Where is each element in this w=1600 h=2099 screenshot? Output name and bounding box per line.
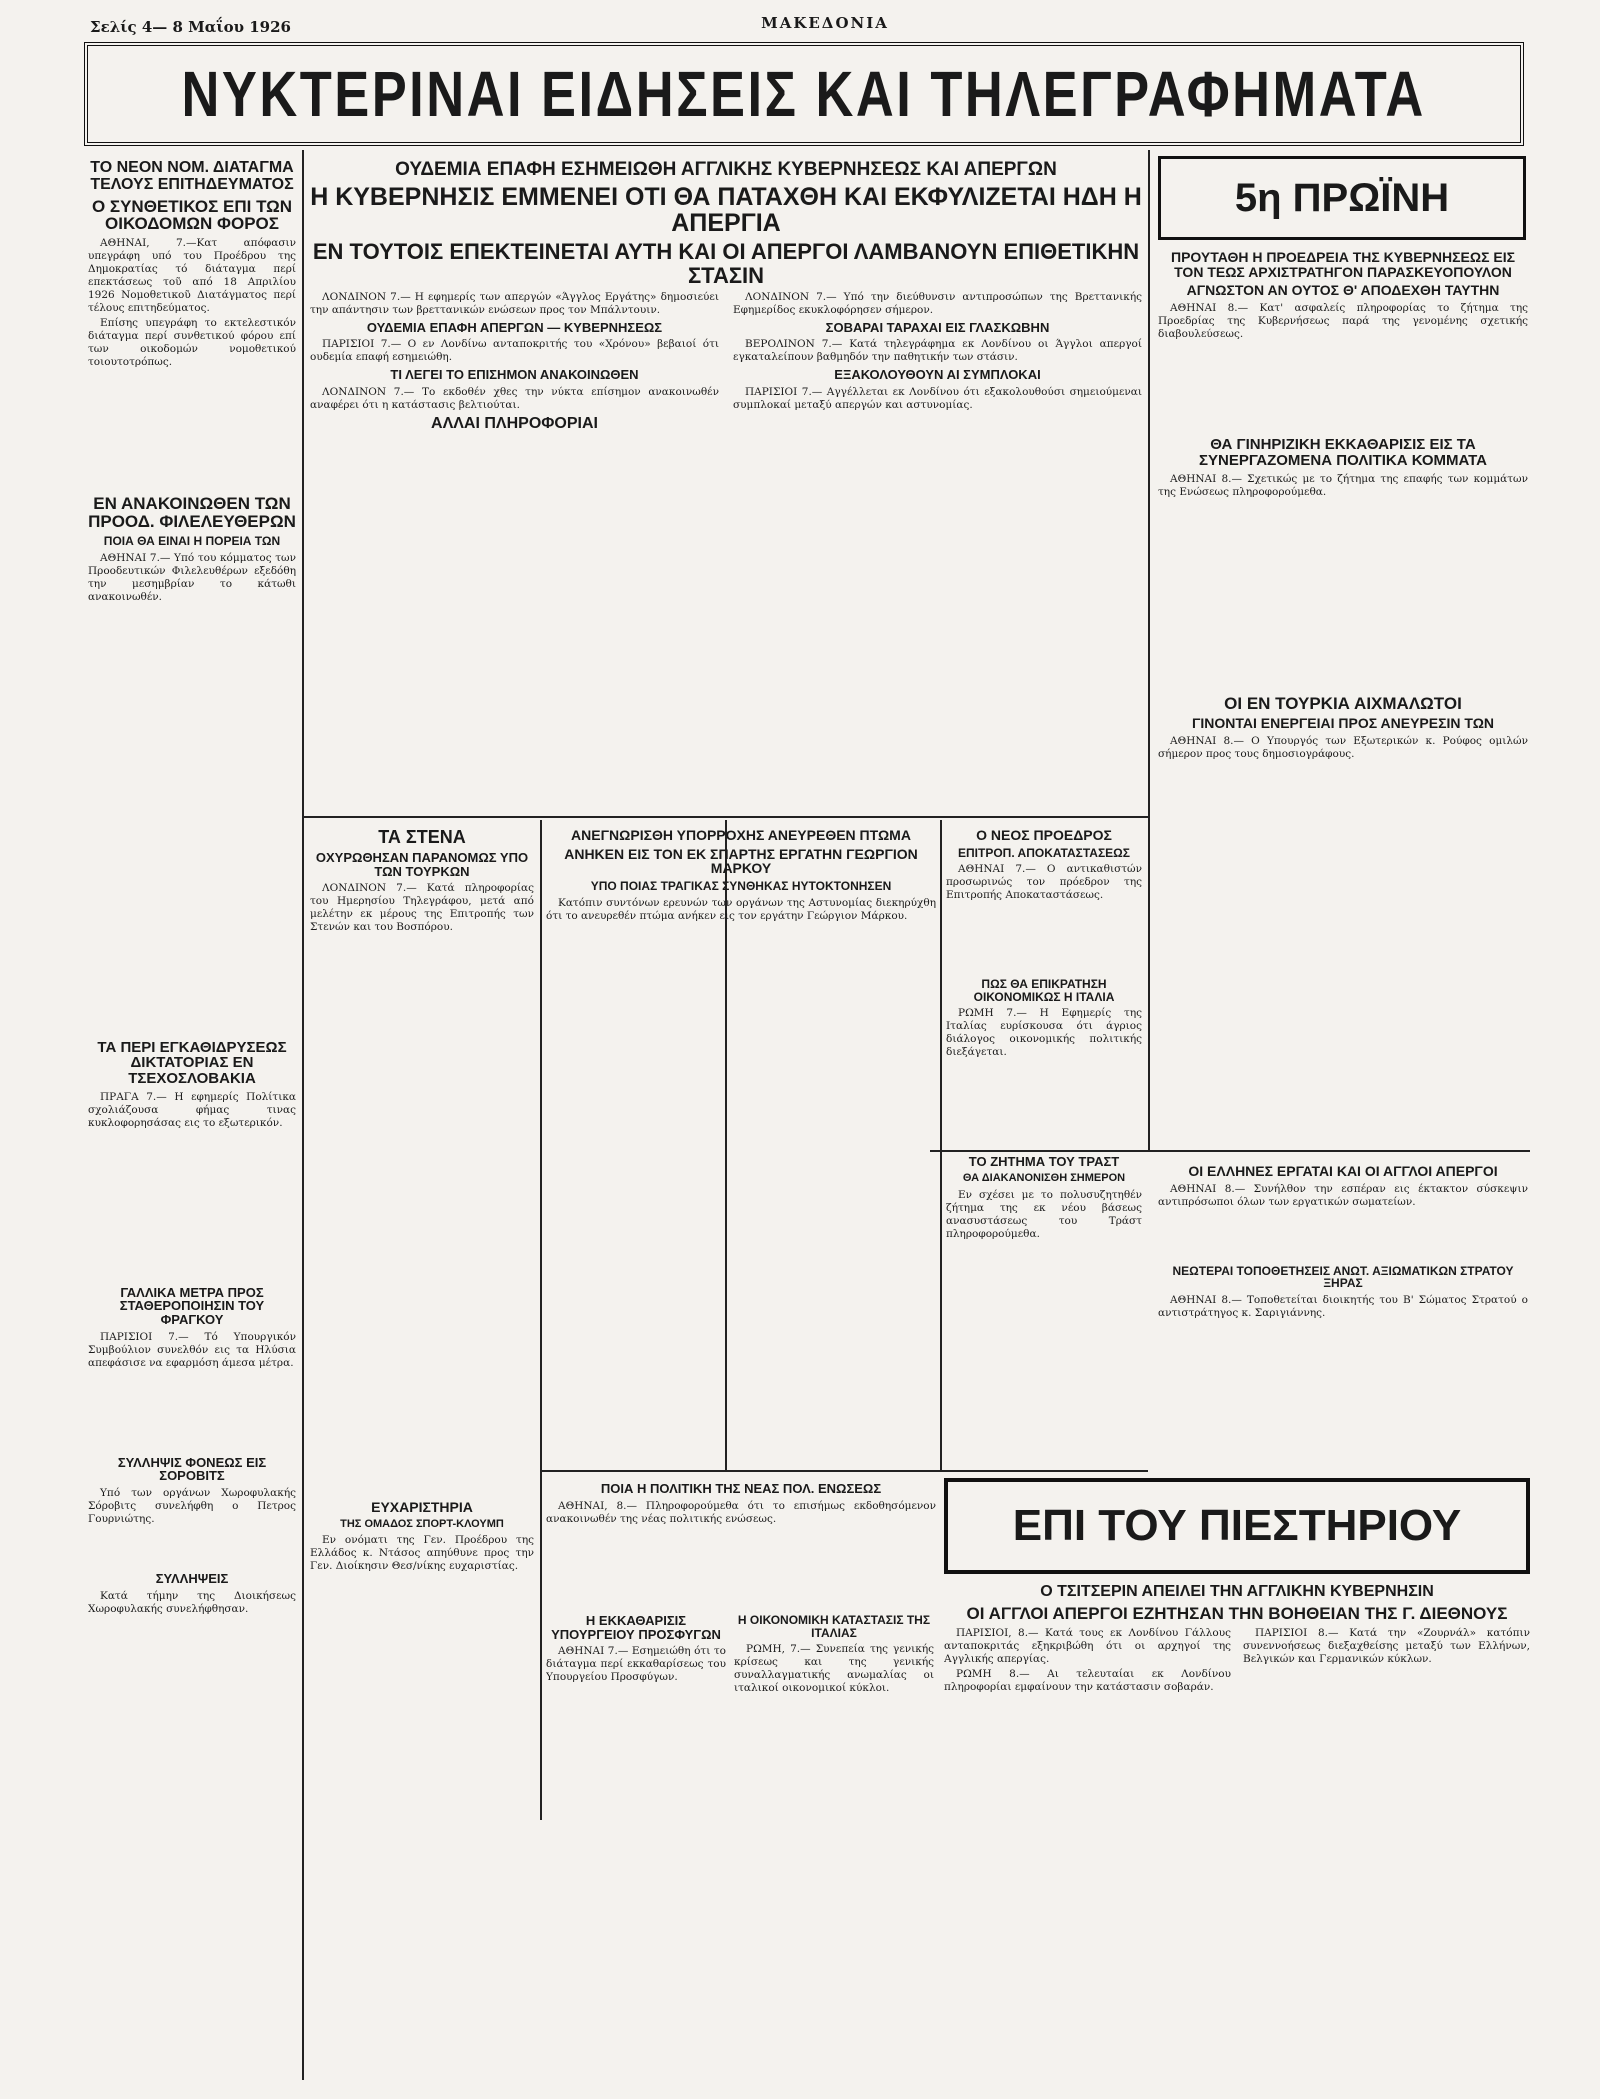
article-text: ΠΑΡΙΣΙΟΙ 7.— Τό Υπουργικόν Συμβούλιον συνελθόν εις τα Ηλύσια απεφάσισε να εφαρμόση άμεσα μέτρα. <box>88 1330 296 1369</box>
headline: ΑΝΗΚΕΝ ΕΙΣ ΤΟΝ ΕΚ ΣΠΑΡΤΗΣ ΕΡΓΑΤΗΝ ΓΕΩΡΓΙΟΝ ΜΑΡΚΟΥ <box>564 846 918 877</box>
column-rule <box>302 150 304 2080</box>
headline: ΓΑΛΛΙΚΑ ΜΕΤΡΑ ΠΡΟΣ ΣΤΑΘΕΡΟΠΟΙΗΣΙΝ ΤΟΥ ΦΡΑΓΚΟΥ <box>119 1285 265 1327</box>
article-text: ΡΩΜΗ, 7.— Συνεπεία της γενικής κρίσεως και της γενικής συναλλαγματικής ανωμαλίας οι ιταλικοί οικονομικοί κύκλοι. <box>734 1643 934 1695</box>
page-info: Σελίς 4— 8 Μαΐου 1926 <box>90 18 291 36</box>
article-text: ΑΘΗΝΑΙ 8.— Συνήλθον την εσπέραν εις έκτακτον σύσκεψιν αντιπρόσωποι όλων των εργατικών σωματείων. <box>1158 1182 1528 1208</box>
subheadline: ΑΛΛΑΙ ΠΛΗΡΟΦΟΡΙΑΙ <box>431 415 598 432</box>
headline: ΟΙ ΑΓΓΛΟΙ ΑΠΕΡΓΟΙ ΕΖΗΤΗΣΑΝ ΤΗΝ ΒΟΗΘΕΙΑΝ ΤΗΣ Γ. ΔΙΕΘΝΟΥΣ <box>966 1604 1508 1623</box>
article-text: ΑΘΗΝΑΙ 7.— Εσημειώθη ότι το διάταγμα περί εκκαθαρίσεως του Υπουργείου Προσφύγων. <box>546 1645 726 1684</box>
headline: ΝΕΩΤΕΡΑΙ ΤΟΠΟΘΕΤΗΣΕΙΣ ΑΝΩΤ. ΑΞΙΩΜΑΤΙΚΩΝ ΣΤΡΑΤΟΥ ΞΗΡΑΣ <box>1172 1264 1514 1290</box>
press-title: ΕΠΙ ΤΟΥ ΠΙΕΣΤΗΡΙΟΥ <box>1012 1502 1462 1550</box>
headline: ΤΑ ΠΕΡΙ ΕΓΚΑΘΙΔΡΥΣΕΩΣ ΔΙΚΤΑΤΟΡΙΑΣ ΕΝ ΤΣΕΧΟΣΛΟΒΑΚΙΑ <box>97 1039 287 1087</box>
column-italia <box>734 1610 934 2070</box>
headline: ΠΩΣ ΘΑ ΕΠΙΚΡΑΤΗΣΗ ΟΙΚΟΝΟΜΙΚΩΣ Η ΙΤΑΛΙΑ <box>973 978 1115 1004</box>
headline: Ο ΤΣΙΤΣΕΡΙΝ ΑΠΕΙΛΕΙ ΤΗΝ ΑΓΓΛΙΚΗΝ ΚΥΒΕΡΝΗΣΙΝ <box>1040 1584 1434 1600</box>
section-banner <box>84 42 1524 146</box>
subheadline: ΕΠΙΤΡΟΠ. ΑΠΟΚΑΤΑΣΤΑΣΕΩΣ <box>957 846 1130 860</box>
headline: ΤΑ ΣΤΕΝΑ <box>378 828 466 847</box>
headline: Ο ΣΥΝΘΕΤΙΚΟΣ ΕΠΙ ΤΩΝ ΟΙΚΟΔΟΜΩΝ ΦΟΡΟΣ <box>91 197 293 234</box>
article-text: ΑΘΗΝΑΙ 8.— Κατ' ασφαλείς πληροφορίας το ζήτημα της Προεδρίας της Κυβερνήσεως παρά της γενομένης σχετικής διαβουλεύσεως. <box>1158 302 1528 341</box>
banner-title: ΝΥΚΤΕΡΙΝΑΙ ΕΙΔΗΣΕΙΣ ΚΑΙ ΤΗΛΕΓΡΑΦΗΜΑΤΑ <box>181 58 1427 130</box>
article-text: ΠΑΡΙΣΙΟΙ 8.— Κατά την «Ζουρνάλ» κατόπιν συνεννοήσεως διεξαχθείσης μεταξύ των Ελλήνων, Βελγικών και Γερμανικών κύκλων. <box>1243 1626 1530 1665</box>
headline: ΕΝ ΤΟΥΤΟΙΣ ΕΠΕΚΤΕΙΝΕΤΑΙ ΑΥΤΗ ΚΑΙ ΟΙ ΑΠΕΡΓΟΙ ΛΑΜΒΑΝΟΥΝ ΕΠΙΘΕΤΙΚΗΝ ΣΤΑΣΙΝ <box>312 240 1140 287</box>
article-text: ΑΘΗΝΑΙ 7.— Υπό του κόμματος των Προοδευτικών Φιλελευθέρων εξεδόθη την μεσημβρίαν το κάτωθι ανακοινωθέν. <box>88 551 296 603</box>
subheadline: ΕΞΑΚΟΛΟΥΘΟΥΝ ΑΙ ΣΥΜΠΛΟΚΑΙ <box>834 368 1041 382</box>
article-text: Κατά τήμην της Διοικήσεως Χωροφυλακής συνελήφθησαν. <box>88 1589 296 1615</box>
headline: ΤΟ ΖΗΤΗΜΑ ΤΟΥ ΤΡΑΣΤ <box>968 1155 1120 1170</box>
subheadline: ΤΗΣ ΟΜΑΔΟΣ ΣΠΟΡΤ-ΚΛΟΥΜΠ <box>340 1518 504 1530</box>
subheadline: ΑΓΝΩΣΤΟΝ ΑΝ ΟΥΤΟΣ Θ' ΑΠΟΔΕΧΘΗ ΤΑΥΤΗΝ <box>1186 283 1500 299</box>
headline: ΟΙ ΕΝ ΤΟΥΡΚΙΑ ΑΙΧΜΑΛΩΤΟΙ <box>1224 694 1462 713</box>
section-rule <box>540 1470 1148 1472</box>
article-text: Εν σχέσει με το πολυσυζητηθέν ζήτημα της εκ νέου βάσεως ανασυστάσεως του Τράστ πληροφορούμεθα. <box>946 1188 1142 1240</box>
article-text: ΛΟΝΔΙΝΟΝ 7.— Κατά πληροφορίας του Ημερησίου Τηλεγράφου, μετά από μελέτην εκ μέρους της Επιτροπής των Στενών και του Βοσπόρου. <box>310 882 534 934</box>
right-column <box>1158 246 1528 1146</box>
right-column-lower <box>1158 1160 1528 1400</box>
article-text: ΑΘΗΝΑΙ, 8.— Πληροφορούμεθα ότι το επισήμως εκδοθησόμενον ανακοινωθέν της νέας πολιτικής ενώσεως. <box>546 1499 936 1525</box>
subheadline: ΟΥΔΕΜΙΑ ΕΠΑΦΗ ΑΠΕΡΓΩΝ — ΚΥΒΕΡΝΗΣΕΩΣ <box>366 320 663 335</box>
headline: ΟΙ ΕΛΛΗΝΕΣ ΕΡΓΑΤΑΙ ΚΑΙ ΟΙ ΑΓΓΛΟΙ ΑΠΕΡΓΟΙ <box>1188 1164 1498 1179</box>
box-title: 5η ΠΡΩΪΝΗ <box>1234 177 1450 219</box>
column-politiki <box>546 1478 936 1598</box>
article-text: ΠΡΑΓΑ 7.— Η εφημερίς Πολίτικα σχολιάζουσα φήμας τινας κυκλοφορησάσας εις το εξωτερικόν. <box>88 1090 296 1129</box>
column-proedros <box>946 824 1142 1464</box>
press-columns <box>944 1627 1530 1694</box>
column-rule <box>540 820 542 1820</box>
subheadline: ΘΑ ΔΙΑΚΑΝΟΝΙΣΘΗ ΣΗΜΕΡΟΝ <box>962 1173 1126 1185</box>
article-text: ΛΟΝΔΙΝΟΝ 7.— Η εφημερίς των απεργών «Άγγλος Εργάτης» δημοσιεύει την απάντησιν των βρεττανικών ενώσεων προς τον Μπάλντουιν. <box>310 290 719 316</box>
article-text: ΡΩΜΗ 8.— Αι τελευταίαι εκ Λονδίνου πληροφορίαι εμφαίνουν την κατάστασιν σοβαράν. <box>944 1667 1231 1693</box>
column-ptoma <box>546 824 936 1464</box>
article-text: ΡΩΜΗ 7.— Η Εφημερίς της Ιταλίας ευρίσκουσα ότι άγριος διάλογος οικονομικής πολιτικής διεξάγεται. <box>946 1007 1142 1059</box>
headline: ΘΑ ΓΙΝΗΡΙΖΙΚΗ ΕΚΚΑΘΑΡΙΣΙΣ ΕΙΣ ΤΑ ΣΥΝΕΡΓΑΖΟΜΕΝΑ ΠΟΛΙΤΙΚΑ ΚΟΜΜΑΤΑ <box>1199 437 1487 469</box>
article-text: ΑΘΗΝΑΙ 7.— Ο αντικαθιστών προσωρινώς τον πρόεδρον της Επιτροπής Αποκαταστάσεως. <box>946 863 1142 902</box>
headline: ΑΝΕΓΝΩΡΙΣΘΗ ΥΠΟΡΡΟΧΗΣ ΑΝΕΥΡΕΘΕΝ ΠΤΩΜΑ <box>571 828 911 843</box>
main-story <box>310 156 1142 811</box>
headline: ΟΥΔΕΜΙΑ ΕΠΑΦΗ ΕΣΗΜΕΙΩΘΗ ΑΓΓΛΙΚΗΣ ΚΥΒΕΡΝΗΣΕΩΣ ΚΑΙ ΑΠΕΡΓΩΝ <box>395 160 1057 180</box>
headline: ΤΟ ΝΕΟΝ ΝΟΜ. ΔΙΑΤΑΓΜΑ ΤΕΛΟΥΣ ΕΠΙΤΗΔΕΥΜΑΤΟΣ <box>90 160 294 193</box>
left-column <box>88 156 296 2076</box>
article-text: ΑΘΗΝΑΙ, 7.—Κατ απόφασιν υπεγράφη υπό του Προέδρου της Δημοκρατίας τό διάταγμα περί επεκτάσεως τοῦ από 18 Απριλίου 1926 Νομοθετικοῦ Διατάγματος περί τέλους επιτηδεύματος. <box>88 237 296 315</box>
article-text: Εν ονόματι της Γεν. Προέδρου της Ελλάδος κ. Ντάσος απηύθυνε προς την Γεν. Διοίκησιν Θεσ/νίκης ευχαριστίας. <box>310 1534 534 1573</box>
headline: ΣΥΛΛΗΨΙΣ ΦΟΝΕΩΣ ΕΙΣ ΣΟΡΟΒΙΤΣ <box>117 1455 267 1484</box>
article-text: ΠΑΡΙΣΙΟΙ 7.— Ο εν Λονδίνω ανταποκριτής του «Χρόνου» βεβαιοί ότι ουδεμία επαφή εσημειώθη. <box>310 338 719 364</box>
headline: ΕΥΧΑΡΙΣΤΗΡΙΑ <box>371 1500 473 1515</box>
press-box <box>944 1478 1530 1574</box>
article-text: ΑΘΗΝΑΙ 8.— Τοποθετείται διοικητής του Β' Σώματος Στρατού ο αντιστράτηγος κ. Σαριγιάννης. <box>1158 1293 1528 1319</box>
article-text: ΒΕΡΟΛΙΝΟΝ 7.— Κατά τηλεγράφημα εκ Λονδίνου οι Άγγλοι απεργοί εγκαταλείπουν βαθμηδόν την παθητικήν των στάσιν. <box>733 338 1142 364</box>
section-rule <box>302 816 1148 818</box>
press-column <box>944 1580 1530 2075</box>
column-rule <box>1148 150 1150 1150</box>
subheadline: ΠΟΙΑ ΘΑ ΕΙΝΑΙ Η ΠΟΡΕΙΑ ΤΩΝ <box>103 534 281 548</box>
headline: ΠΡΟΥΤΑΘΗ Η ΠΡΟΕΔΡΕΙΑ ΤΗΣ ΚΥΒΕΡΝΗΣΕΩΣ ΕΙΣ ΤΟΝ ΤΕΩΣ ΑΡΧΙΣΤΡΑΤΗΓΟΝ ΠΑΡΑΣΚΕΥΟΠΟΥΛΟΝ <box>1170 250 1516 280</box>
headline: Η ΚΥΒΕΡΝΗΣΙΣ ΕΜΜΕΝΕΙ ΟΤΙ ΘΑ ΠΑΤΑΧΘΗ ΚΑΙ ΕΚΦΥΛΙΖΕΤΑΙ ΗΔΗ Η ΑΠΕΡΓΙΑ <box>310 183 1142 237</box>
article-text: Επίσης υπεγράφη το εκτελεστικόν διάταγμα περί συνθετικού φόρου επί των οικοδομών νομοθετικού τοιουτοτρόπως. <box>88 317 296 369</box>
article-text: ΛΟΝΔΙΝΟΝ 7.— Υπό την διεύθυνσιν αντιπροσώπων της Βρεττανικής Εφημερίδος εκυκλοφόρησεν σήμερον. <box>733 290 1142 316</box>
subheadline: ΥΠΟ ΠΟΙΑΣ ΤΡΑΓΙΚΑΣ ΣΥΝΘΗΚΑΣ ΗΥΤΟΚΤΟΝΗΣΕΝ <box>590 880 892 893</box>
subheadline: ΣΟΒΑΡΑΙ ΤΑΡΑΧΑΙ ΕΙΣ ΓΛΑΣΚΩΒΗΝ <box>825 320 1050 335</box>
headline: ΣΥΛΛΗΨΕΙΣ <box>155 1572 229 1586</box>
main-story-columns <box>310 291 1142 811</box>
column-ekkatharisis <box>546 1610 726 2070</box>
article-text: Κατόπιν συντόνων ερευνών των οργάνων της Αστυνομίας διεκηρύχθη ότι το ανευρεθέν πτώμα ανήκεν εις τον εργάτην Γεώργιον Μάρκου. <box>546 896 936 922</box>
column-stena <box>310 824 534 2074</box>
morning-edition-box <box>1158 156 1526 240</box>
headline: ΠΟΙΑ Η ΠΟΛΙΤΙΚΗ ΤΗΣ ΝΕΑΣ ΠΟΛ. ΕΝΩΣΕΩΣ <box>600 1482 882 1496</box>
article-text: ΑΘΗΝΑΙ 8.— Σχετικώς με το ζήτημα της επαφής των κομμάτων της Ενώσεως πληροφορούμεθα. <box>1158 472 1528 498</box>
article-text: Υπό των οργάνων Χωροφυλακής Σόροβιτς συνελήφθη ο Πετρος Γουρνιώτης. <box>88 1487 296 1526</box>
headline: Η ΟΙΚΟΝΟΜΙΚΗ ΚΑΤΑΣΤΑΣΙΣ ΤΗΣ ΙΤΑΛΙΑΣ <box>737 1614 931 1640</box>
article-text: ΠΑΡΙΣΙΟΙ, 8.— Κατά τους εκ Λονδίνου Γάλλους ανταποκριτάς εξηκριβώθη ότι οι αρχηγοί της Αγγλικής απεργίας. <box>944 1626 1231 1665</box>
headline: Ο ΝΕΟΣ ΠΡΟΕΔΡΟΣ <box>976 828 1112 843</box>
subheadline: ΓΙΝΟΝΤΑΙ ΕΝΕΡΓΕΙΑΙ ΠΡΟΣ ΑΝΕΥΡΕΣΙΝ ΤΩΝ <box>1191 716 1495 732</box>
subheadline: ΤΙ ΛΕΓΕΙ ΤΟ ΕΠΙΣΗΜΟΝ ΑΝΑΚΟΙΝΩΘΕΝ <box>390 368 639 382</box>
column-rule <box>940 820 942 1470</box>
newspaper-name: ΜΑΚΕΔΟΝΙΑ <box>761 14 889 32</box>
article-text: ΛΟΝΔΙΝΟΝ 7.— Το εκδοθέν χθες την νύκτα επίσημον ανακοινωθέν αναφέρει ότι η κατάστασις βελτιούται. <box>310 385 719 411</box>
headline: ΕΝ ΑΝΑΚΟΙΝΩΘΕΝ ΤΩΝ ΠΡΟΟΔ. ΦΙΛΕΛΕΥΘΕΡΩΝ <box>88 495 296 531</box>
masthead-line <box>90 14 1560 38</box>
subheadline: ΟΧΥΡΩΘΗΣΑΝ ΠΑΡΑΝΟΜΩΣ ΥΠΟ ΤΩΝ ΤΟΥΡΚΩΝ <box>315 850 529 879</box>
article-text: ΑΘΗΝΑΙ 8.— Ο Υπουργός των Εξωτερικών κ. Ρούφος ομιλών σήμερον προς τους δημοσιογράφους. <box>1158 735 1528 761</box>
headline: Η ΕΚΚΑΘΑΡΙΣΙΣ ΥΠΟΥΡΓΕΙΟΥ ΠΡΟΣΦΥΓΩΝ <box>551 1614 721 1642</box>
article-text: ΠΑΡΙΣΙΟΙ 7.— Αγγέλλεται εκ Λονδίνου ότι εξακολουθούσι σημειούμεναι συμπλοκαί μεταξύ απεργών και αστυνομίας. <box>733 385 1142 411</box>
